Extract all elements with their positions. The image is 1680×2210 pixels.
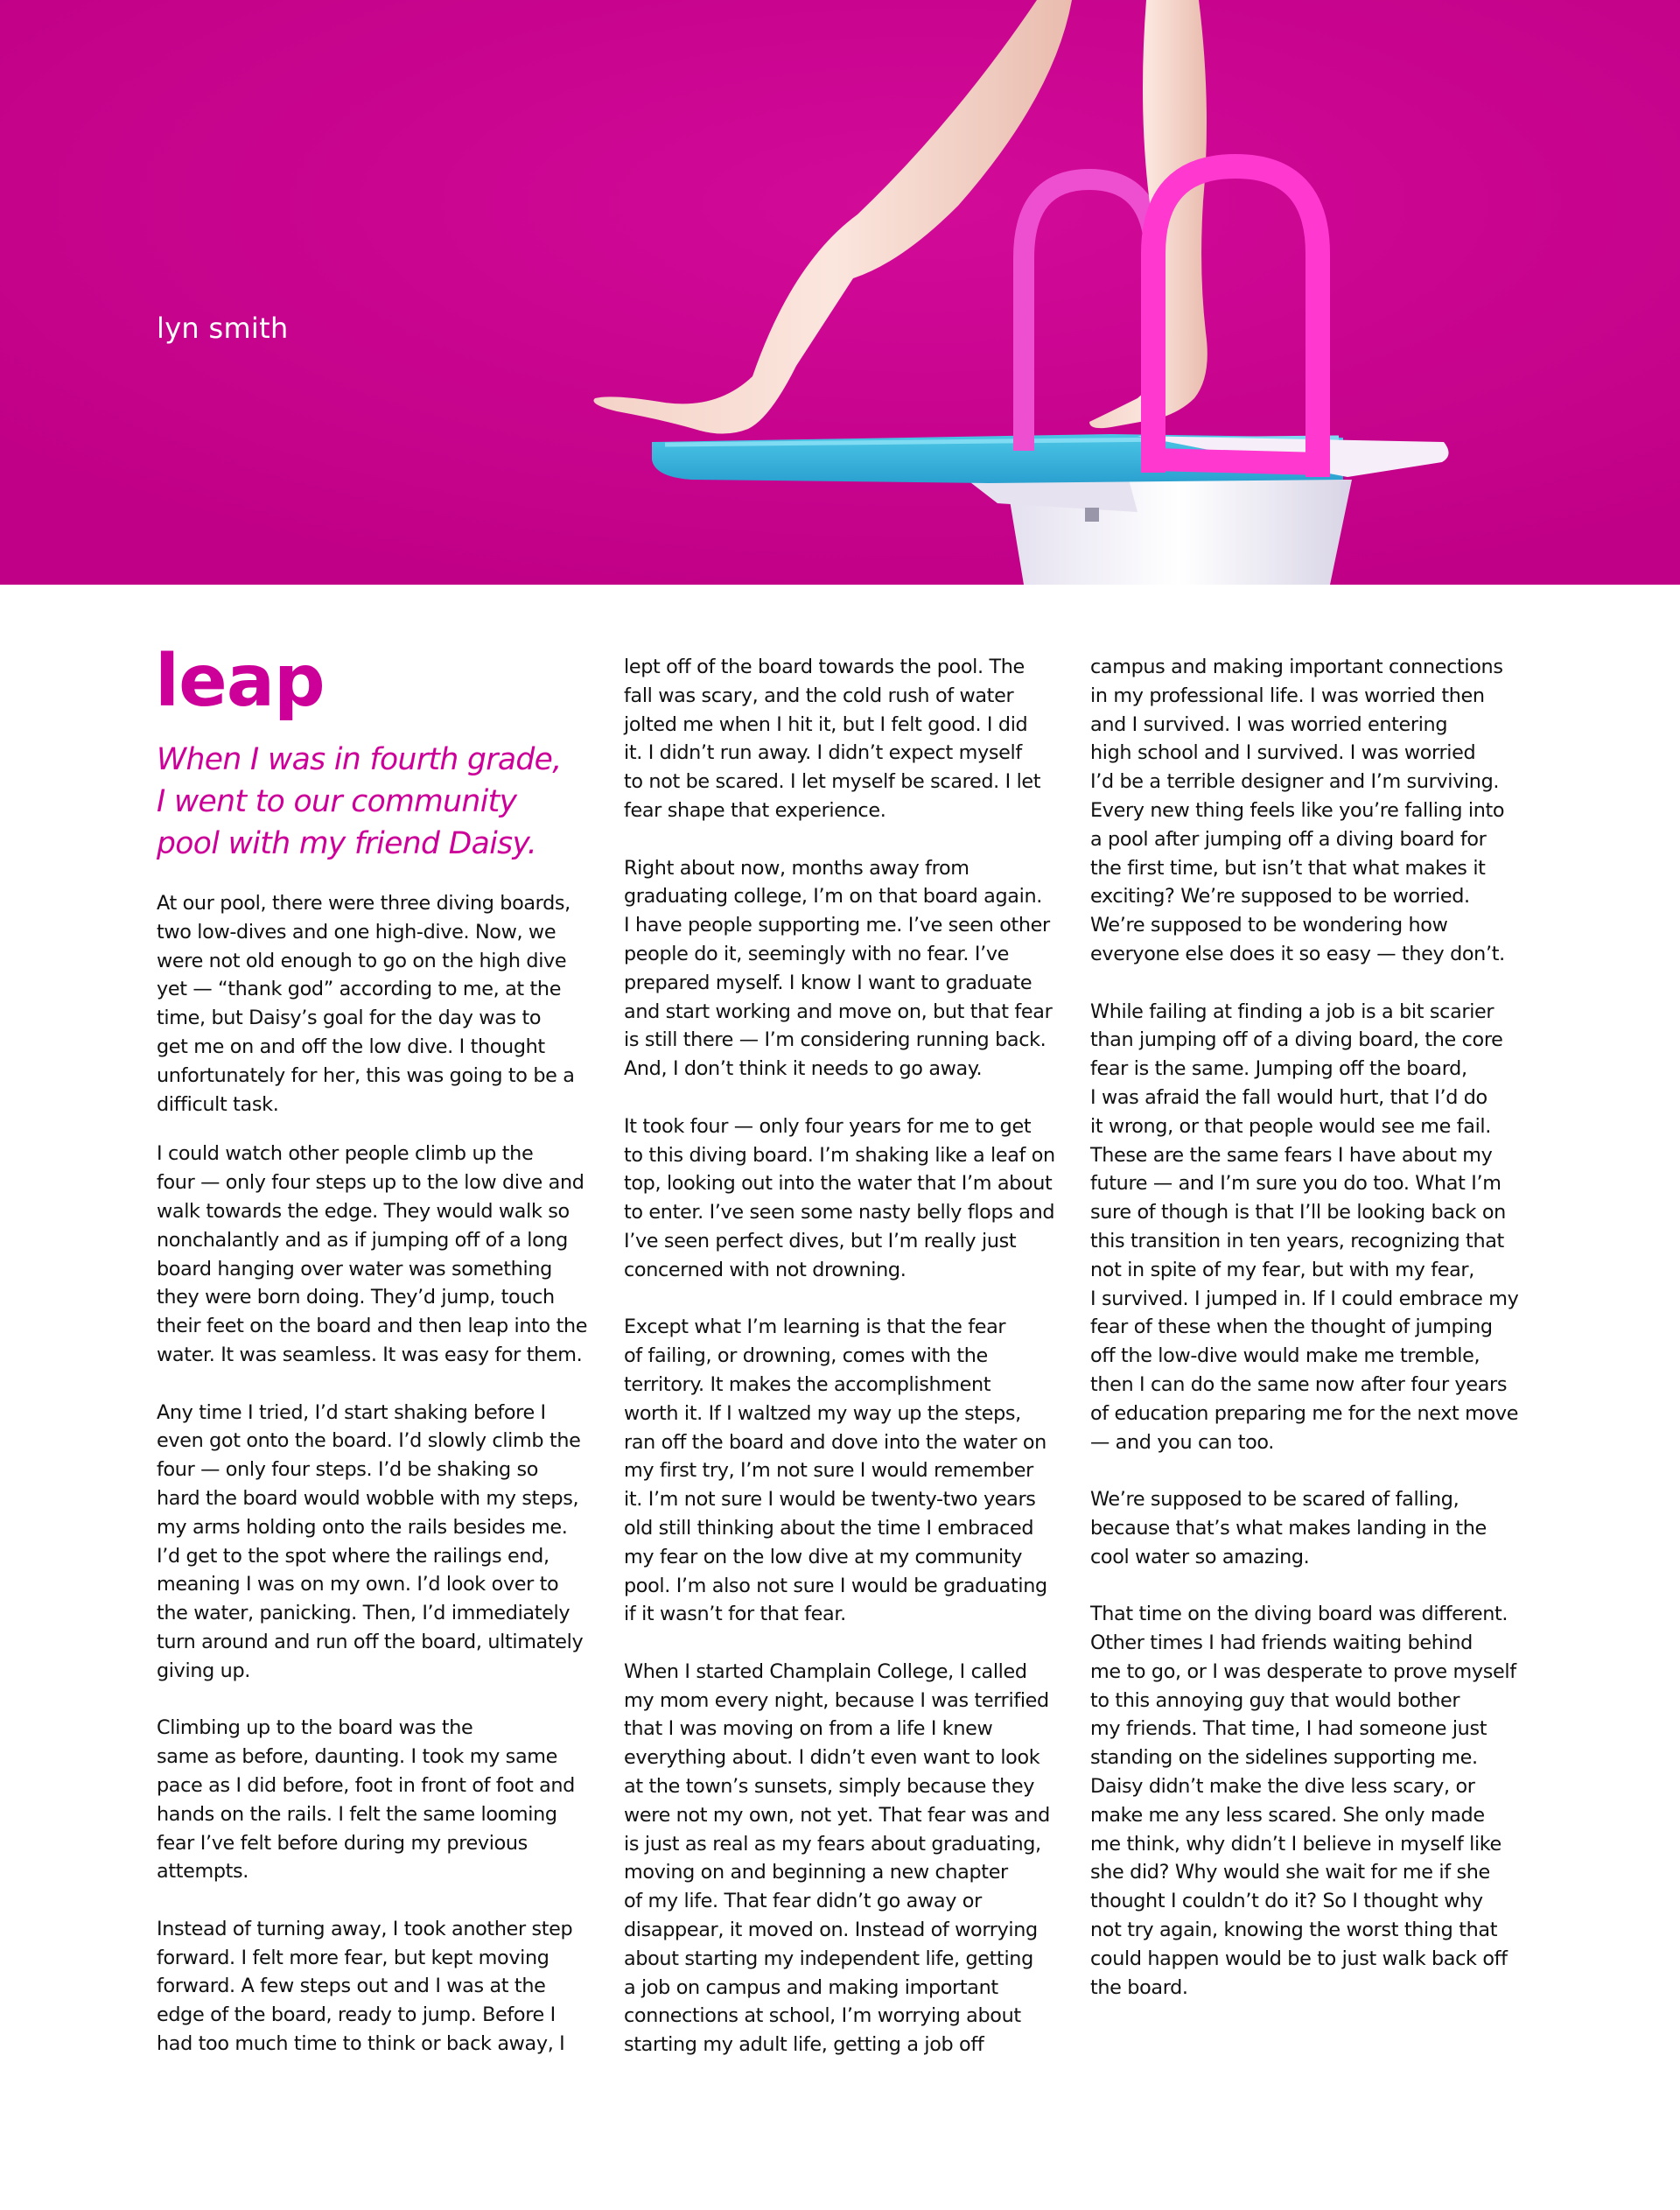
- body-text-line: they were born doing. They’d jump, touch: [157, 1286, 555, 1309]
- body-text-line: get me on and off the low dive. I thought: [157, 1035, 545, 1058]
- body-text-line: I’d get to the spot where the railings end,: [157, 1544, 550, 1568]
- paragraph-break: [157, 1370, 587, 1399]
- body-text-line: about starting my independent life, getting: [624, 1947, 1033, 1970]
- body-text-line: ran off the board and dove into the water on: [624, 1430, 1046, 1454]
- body-text-line: my arms holding onto the rails besides me.: [157, 1515, 568, 1539]
- body-text-line: four — only four steps. I’d be shaking so: [157, 1458, 539, 1482]
- article-column-1: [157, 889, 587, 2059]
- body-text-line: I’ve seen perfect dives, but I’m really just: [624, 1229, 1017, 1252]
- body-text-line: jolted me when I hit it, but I felt good. I did: [624, 712, 1028, 736]
- article-title: leap: [155, 640, 325, 723]
- body-text-line: fear I’ve felt before during my previous: [157, 1831, 528, 1855]
- paragraph-break: [624, 1629, 1055, 1658]
- hero-image: [0, 0, 1680, 585]
- body-text-line: While failing at finding a job is a bit scarier: [1090, 1000, 1494, 1023]
- body-text-line: not in spite of my fear, but with my fear,: [1090, 1258, 1474, 1281]
- body-text-line: my mom every night, because I was terrified: [624, 1688, 1049, 1712]
- body-text-line: That time on the diving board was different.: [1090, 1603, 1508, 1626]
- body-text-line: could happen would be to just walk back off: [1090, 1947, 1508, 1970]
- paragraph-break: [624, 1285, 1055, 1314]
- body-text-line: Every new thing feels like you’re falling into: [1090, 798, 1505, 822]
- body-text-line: same as before, daunting. I took my same: [157, 1745, 557, 1769]
- paragraph-break: [157, 1119, 587, 1140]
- body-text-line: and start working and move on, but that fear: [624, 1000, 1053, 1023]
- body-text-line: campus and making important connections: [1090, 656, 1503, 678]
- article-dek: [157, 739, 603, 865]
- body-text-line: it. I didn’t run away. I didn’t expect myself: [624, 741, 1022, 765]
- body-text-line: edge of the board, ready to jump. Before I: [157, 2003, 556, 2027]
- body-text-line: These are the same fears I have about my: [1090, 1143, 1493, 1167]
- body-text-line: is still there — I’m considering running back.: [624, 1028, 1046, 1052]
- body-text-line: my fear on the low dive at my community: [624, 1545, 1023, 1568]
- body-text-line: that I was moving on from a life I knew: [624, 1717, 993, 1741]
- paragraph-break: [624, 1084, 1055, 1112]
- body-text-line: Except what I’m learning is that the fear: [624, 1315, 1006, 1339]
- body-text-line: walk towards the edge. They would walk so: [157, 1199, 570, 1223]
- body-text-line: nonchalantly and as if jumping off of a long: [157, 1228, 568, 1252]
- body-text-line: to this annoying guy that would bother: [1090, 1688, 1460, 1712]
- body-text-line: fear of these when the thought of jumping: [1090, 1315, 1493, 1339]
- paragraph-break: [624, 825, 1055, 854]
- body-text-line: it wrong, or that people would see me fail.: [1090, 1114, 1492, 1138]
- body-text-line: starting my adult life, getting a job off: [624, 2033, 984, 2057]
- body-text-line: attempts.: [157, 1860, 249, 1884]
- body-text-line: Other times I had friends waiting behind: [1090, 1631, 1473, 1655]
- body-text-line: a job on campus and making important: [624, 1975, 998, 1999]
- body-text-line: I could watch other people climb up the: [157, 1142, 534, 1166]
- body-text-line: had too much time to think or back away, I: [157, 2032, 565, 2056]
- body-text-line: forward. A few steps out and I was at the: [157, 1975, 546, 1998]
- body-text-line: We’re supposed to be scared of falling,: [1090, 1488, 1460, 1512]
- body-text-line: the water, panicking. Then, I’d immediately: [157, 1602, 570, 1625]
- body-text-line: everyone else does it so easy — they don’t.: [1090, 942, 1505, 965]
- paragraph-break: [1090, 1456, 1518, 1485]
- body-text-line: fear is the same. Jumping off the board,: [1090, 1057, 1467, 1081]
- dek-line: I went to our community: [157, 784, 517, 819]
- body-text-line: Instead of turning away, I took another step: [157, 1917, 573, 1940]
- body-text-line: I survived. I jumped in. If I could embrace my: [1090, 1287, 1519, 1310]
- body-text-line: thought I couldn’t do it? So I thought why: [1090, 1890, 1483, 1913]
- body-text-line: old still thinking about the time I embraced: [624, 1516, 1034, 1540]
- body-text-line: in my professional life. I was worried then: [1090, 684, 1485, 707]
- body-text-line: prepared myself. I know I want to graduate: [624, 971, 1032, 994]
- body-text-line: my first try, I’m not sure I would remember: [624, 1459, 1033, 1483]
- body-text-line: of failing, or drowning, comes with the: [624, 1344, 988, 1368]
- body-text-line: it. I’m not sure I would be twenty-two years: [624, 1488, 1036, 1512]
- body-text-line: to enter. I’ve seen some nasty belly flops and: [624, 1201, 1055, 1224]
- body-text-line: time, but Daisy’s goal for the day was to: [157, 1007, 542, 1030]
- paragraph-break: [1090, 1572, 1518, 1601]
- dek-line: When I was in fourth grade,: [157, 742, 562, 777]
- body-text-line: fear shape that experience.: [624, 798, 886, 822]
- body-text-line: than jumping off of a diving board, the core: [1090, 1028, 1503, 1052]
- body-text-line: cool water so amazing.: [1090, 1545, 1310, 1568]
- body-text-line: the first time, but isn’t that what makes it: [1090, 856, 1486, 880]
- body-text-line: sure of though is that I’ll be looking back on: [1090, 1201, 1506, 1224]
- body-text-line: lept off of the board towards the pool. The: [624, 656, 1025, 678]
- body-text-line: And, I don’t think it needs to go away.: [624, 1057, 983, 1081]
- body-text-line: my friends. That time, I had someone just: [1090, 1717, 1488, 1741]
- body-text-line: connections at school, I’m worrying about: [624, 2004, 1021, 2028]
- body-text-line: future — and I’m sure you do too. What I’m: [1090, 1172, 1502, 1196]
- body-text-line: high school and I survived. I was worried: [1090, 741, 1476, 765]
- body-text-line: of my life. That fear didn’t go away or: [624, 1890, 982, 1913]
- body-text-line: Climbing up to the board was the: [157, 1716, 473, 1740]
- body-text-line: she did? Why would she wait for me if she: [1090, 1861, 1490, 1884]
- body-text-line: — and you can too.: [1090, 1430, 1275, 1454]
- body-text-line: two low-dives and one high-dive. Now, we: [157, 920, 556, 944]
- body-text-line: I’d be a terrible designer and I’m surviving.: [1090, 770, 1500, 794]
- body-text-line: water. It was seamless. It was easy for them.: [157, 1343, 583, 1366]
- body-text-line: unfortunately for her, this was going to be a: [157, 1063, 575, 1087]
- body-text-line: people do it, seemingly with no fear. I’ve: [624, 942, 1010, 965]
- body-text-line: standing on the sidelines supporting me.: [1090, 1746, 1478, 1770]
- body-text-line: not try again, knowing the worst thing that: [1090, 1919, 1498, 1942]
- body-text-line: pace as I did before, foot in front of foot and: [157, 1773, 575, 1797]
- body-text-line: is just as real as my fears about graduating,: [624, 1832, 1041, 1856]
- body-text-line: make me any less scared. She only made: [1090, 1803, 1485, 1827]
- body-text-line: then I can do the same now after four years: [1090, 1372, 1508, 1396]
- body-text-line: the board.: [1090, 1975, 1188, 1999]
- body-text-line: everything about. I didn’t even want to look: [624, 1746, 1040, 1770]
- body-text-line: were not old enough to go on the high dive: [157, 949, 567, 972]
- body-text-line: graduating college, I’m on that board again.: [624, 885, 1042, 909]
- body-text-line: were not my own, not yet. That fear was and: [624, 1803, 1050, 1827]
- body-text-line: of education preparing me for the next move: [1090, 1401, 1519, 1425]
- body-text-line: at the town’s sunsets, simply because they: [624, 1775, 1035, 1799]
- body-text-line: giving up.: [157, 1659, 250, 1682]
- body-text-line: their feet on the board and then leap into the: [157, 1315, 588, 1338]
- body-text-line: exciting? We’re supposed to be worried.: [1090, 885, 1470, 909]
- body-text-line: territory. It makes the accomplishment: [624, 1372, 991, 1396]
- body-text-line: and I survived. I was worried entering: [1090, 712, 1448, 736]
- body-text-line: When I started Champlain College, I called: [624, 1659, 1027, 1683]
- body-text-line: At our pool, there were three diving boards,: [157, 892, 570, 915]
- author-byline: lyn smith: [157, 312, 289, 345]
- body-text-line: I was afraid the fall would hurt, that I’d do: [1090, 1085, 1488, 1109]
- body-text-line: moving on and beginning a new chapter: [624, 1861, 1008, 1884]
- body-text-line: to not be scared. I let myself be scared. I let: [624, 770, 1041, 794]
- article-column-2: [624, 653, 1055, 2059]
- body-text-line: fall was scary, and the cold rush of water: [624, 684, 1014, 707]
- body-text-line: even got onto the board. I’d slowly climb the: [157, 1429, 581, 1453]
- body-text-line: difficult task.: [157, 1092, 279, 1116]
- body-text-line: meaning I was on my own. I’d look over to: [157, 1573, 559, 1596]
- body-text-line: disappear, it moved on. Instead of worrying: [624, 1919, 1038, 1942]
- body-text-line: because that’s what makes landing in the: [1090, 1516, 1487, 1540]
- body-text-line: top, looking out into the water that I’m about: [624, 1172, 1053, 1196]
- body-text-line: yet — “thank god” according to me, at the: [157, 978, 562, 1001]
- body-text-line: Any time I tried, I’d start shaking before I: [157, 1400, 546, 1424]
- paragraph-break: [157, 1686, 587, 1715]
- diving-board-photo: [0, 0, 1680, 585]
- article-column-3: [1090, 653, 1518, 2002]
- paragraph-break: [1090, 969, 1518, 998]
- body-text-line: We’re supposed to be wondering how: [1090, 914, 1448, 937]
- body-text-line: I have people supporting me. I’ve seen other: [624, 914, 1050, 937]
- body-text-line: me think, why didn’t I believe in myself like: [1090, 1832, 1502, 1856]
- body-text-line: concerned with not drowning.: [624, 1258, 906, 1281]
- body-text-line: four — only four steps up to the low dive and: [157, 1171, 584, 1195]
- body-text-line: pool. I’m also not sure I would be graduating: [624, 1574, 1047, 1597]
- body-text-line: a pool after jumping off a diving board for: [1090, 827, 1487, 851]
- body-text-line: hands on the rails. I felt the same looming: [157, 1802, 557, 1826]
- body-text-line: Right about now, months away from: [624, 856, 970, 880]
- body-text-line: board hanging over water was something: [157, 1257, 552, 1280]
- body-text-line: off the low-dive would make me tremble,: [1090, 1344, 1480, 1368]
- body-text-line: worth it. If I waltzed my way up the steps,: [624, 1401, 1021, 1425]
- body-text-line: this transition in ten years, recognizing that: [1090, 1229, 1504, 1252]
- body-text-line: to this diving board. I’m shaking like a leaf on: [624, 1143, 1055, 1167]
- body-text-line: forward. I felt more fear, but kept moving: [157, 1946, 550, 1969]
- body-text-line: if it wasn’t for that fear.: [624, 1603, 846, 1626]
- body-text-line: hard the board would wobble with my steps,: [157, 1486, 579, 1510]
- dek-line: pool with my friend Daisy.: [157, 826, 537, 861]
- body-text-line: turn around and run off the board, ultimately: [157, 1630, 584, 1653]
- paragraph-break: [157, 1886, 587, 1915]
- body-text-line: It took four — only four years for me to get: [624, 1114, 1032, 1138]
- body-text-line: me to go, or I was desperate to prove myself: [1090, 1659, 1516, 1683]
- body-text-line: Daisy didn’t make the dive less scary, or: [1090, 1775, 1475, 1799]
